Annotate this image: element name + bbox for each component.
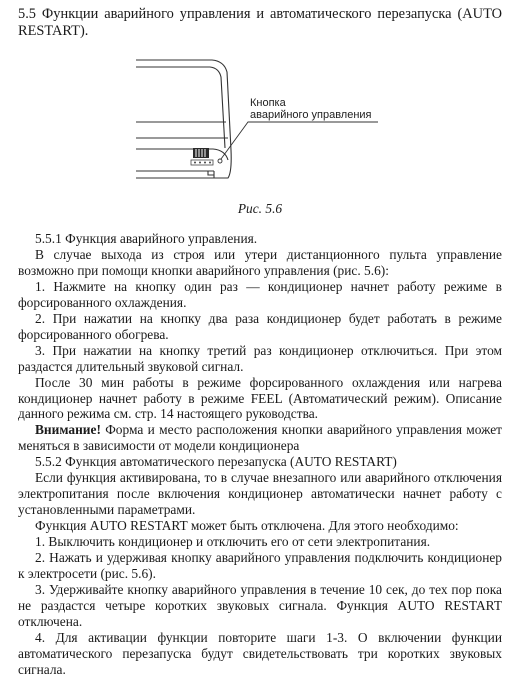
paragraph-text: Если функция активирована, то в случае внезапного или аварийного отключения электропитания после включения кондиционер автоматически начнет работу с установленными параметрами.: [18, 470, 502, 518]
paragraph-text: 3. При нажатии на кнопку третий раз кондиционер отключиться. При этом раздастся длительный звуковой сигнал.: [18, 342, 502, 374]
paragraph: [18, 550, 502, 582]
figure-caption: Рис. 5.6: [237, 201, 283, 216]
paragraph-text: После 30 мин работы в режиме форсированного охлаждения или нагрева кондиционер начнет работу в режиме FEEL (Автоматический режим). Описание данного режима см. стр. 14 настоящего руководства.: [18, 374, 502, 422]
paragraph-text: 1. Нажмите на кнопку один раз — кондиционер начнет работу режиме в форсированного охлаждения.: [18, 278, 502, 310]
paragraph-text: Форма и место расположения кнопки аварийного управления может меняться в зависимости от модели кондиционера: [18, 422, 502, 454]
paragraph: [18, 422, 502, 454]
body-text: [18, 231, 502, 678]
paragraph: [18, 470, 502, 518]
paragraph: [18, 454, 502, 470]
paragraph: [18, 343, 502, 375]
figure-label-line2: аварийного управления: [250, 109, 372, 121]
paragraph: [18, 231, 502, 247]
paragraph-text: 4. Для активации функции повторите шаги 1-3. О включении функции автоматического перезапуска будут свидетельствовать три коротких звуковых сигнала.: [18, 629, 502, 677]
paragraph-text: В случае выхода из строя или утери дистанционного пульта управление возможно при помощи кнопки аварийного управления (рис. 5.6):: [18, 246, 502, 278]
air-conditioner-illustration: [0, 50, 520, 200]
paragraph: [18, 375, 502, 423]
paragraph-text: 3. Удерживайте кнопку аварийного управления в течение 10 сек, до тех пор пока не раздастся четыре коротких звуковых сигнала. Функция AUTO RESTART отключена.: [18, 581, 502, 629]
paragraph: [18, 311, 502, 343]
paragraph-text: 2. При нажатии на кнопку два раза кондиционер будет работать в режиме форсированного обогрева.: [18, 310, 502, 342]
paragraph: [18, 534, 502, 550]
section-heading: 5.5 Функции аварийного управления и автоматического перезапуска (AUTO RESTART).: [18, 6, 502, 39]
paragraph-text: 5.5.1 Функция аварийного управления.: [35, 231, 258, 246]
paragraph-text: 1. Выключить кондиционер и отключить его от сети электропитания.: [35, 534, 431, 550]
paragraph: [18, 279, 502, 311]
paragraph: [18, 630, 502, 678]
paragraph: [18, 247, 502, 279]
paragraph-text: 5.5.2 Функция автоматического перезапуска (AUTO RESTART): [35, 454, 397, 470]
paragraph-text: Функция AUTO RESTART может быть отключена. Для этого необходимо:: [35, 518, 459, 534]
paragraph-text: 2. Нажать и удерживая кнопку аварийного управления подключить кондиционер к электросети (рис. 5.6).: [18, 550, 502, 582]
figure-5-6: [0, 50, 520, 200]
figure-label-line1: Кнопка: [250, 97, 286, 109]
paragraph: [18, 518, 502, 534]
paragraph: [18, 582, 502, 630]
callout-line: [221, 122, 378, 159]
emergency-button-icon: [191, 148, 222, 165]
warning-label: Внимание!: [35, 422, 101, 438]
